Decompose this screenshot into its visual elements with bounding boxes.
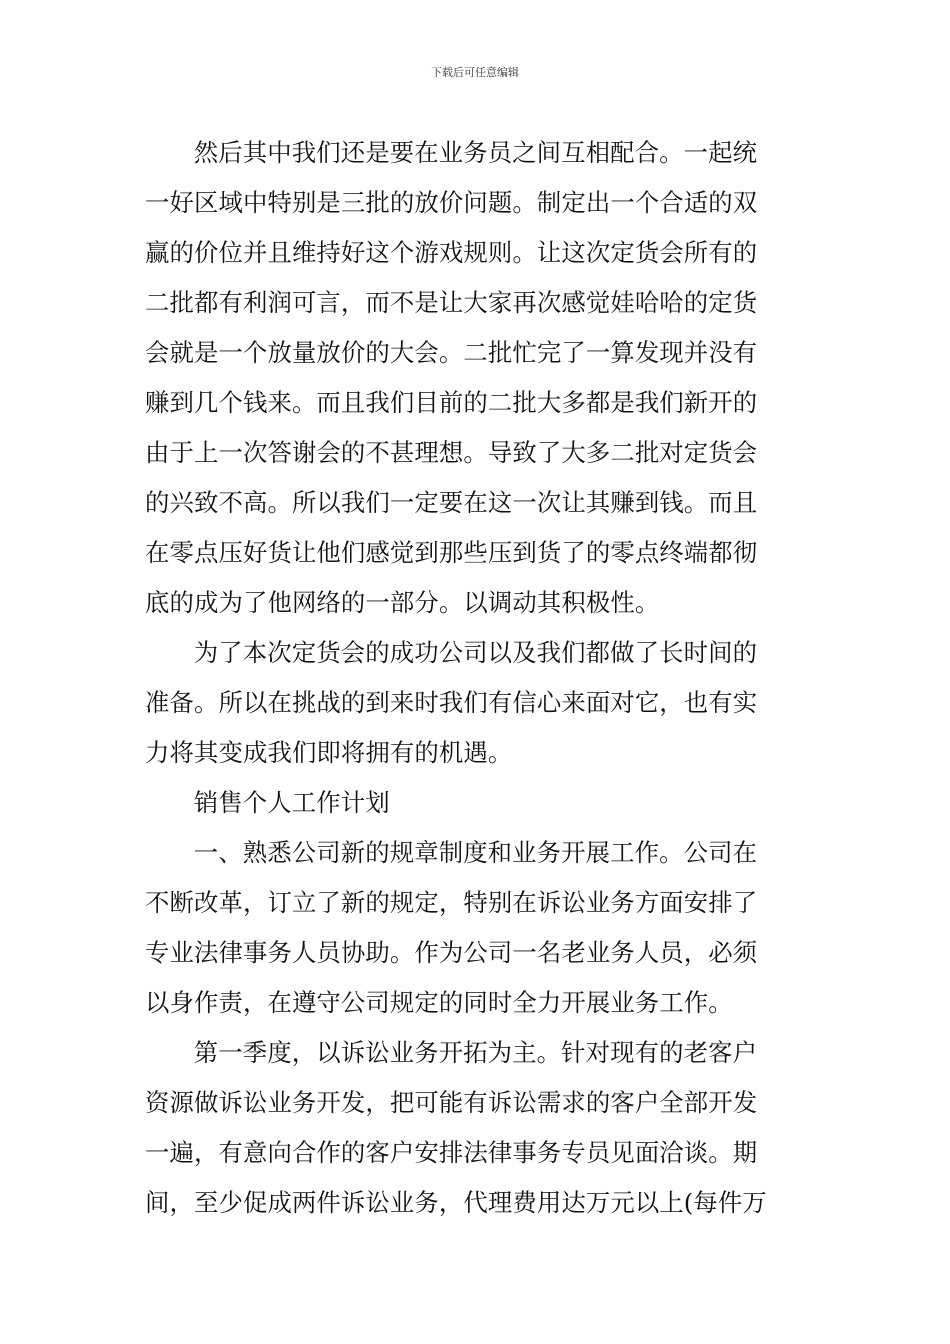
paragraph — [145, 828, 805, 1028]
text-line: 专业法律事务人员协助。作为公司一名老业务人员，必须 — [145, 938, 758, 967]
paragraph — [145, 1028, 805, 1228]
text-line: 不断改革，订立了新的规定，特别在诉讼业务方面安排了 — [145, 888, 758, 917]
text-line: 销售个人工作计划 — [193, 788, 390, 817]
text-line: 一好区域中特别是三批的放价问题。制定出一个合适的双 — [145, 188, 758, 217]
page-header: 下载后可任意编辑 — [431, 66, 519, 79]
document-body — [145, 128, 805, 1228]
text-line: 一、熟悉公司新的规章制度和业务开展工作。公司在 — [193, 838, 758, 867]
text-line: 赢的价位并且维持好这个游戏规则。让这次定货会所有的 — [145, 238, 758, 267]
text-line: 的兴致不高。所以我们一定要在这一次让其赚到钱。而且 — [145, 488, 758, 517]
text-line: 准备。所以在挑战的到来时我们有信心来面对它，也有实 — [145, 688, 758, 717]
text-line: 为了本次定货会的成功公司以及我们都做了长时间的 — [193, 638, 758, 667]
section-heading — [145, 778, 805, 828]
paragraph — [145, 628, 805, 778]
text-line: 在零点压好货让他们感觉到那些压到货了的零点终端都彻 — [145, 538, 758, 567]
text-line: 然后其中我们还是要在业务员之间互相配合。一起统 — [193, 138, 758, 167]
text-line: 底的成为了他网络的一部分。以调动其积极性。 — [145, 588, 660, 617]
text-line: 由于上一次答谢会的不甚理想。导致了大多二批对定货会 — [145, 438, 758, 467]
text-line: 以身作责，在遵守公司规定的同时全力开展业务工作。 — [145, 988, 733, 1017]
text-line: 第一季度，以诉讼业务开拓为主。针对现有的老客户 — [193, 1038, 758, 1067]
text-line: 资源做诉讼业务开发，把可能有诉讼需求的客户全部开发 — [145, 1088, 758, 1117]
text-line: 一遍，有意向合作的客户安排法律事务专员见面洽谈。期 — [145, 1138, 758, 1167]
text-line: 间，至少促成两件诉讼业务，代理费用达万元以上(每件万 — [145, 1188, 767, 1217]
text-line: 力将其变成我们即将拥有的机遇。 — [145, 738, 513, 767]
text-line: 会就是一个放量放价的大会。二批忙完了一算发现并没有 — [145, 338, 758, 367]
text-line: 二批都有利润可言，而不是让大家再次感觉娃哈哈的定货 — [145, 288, 758, 317]
text-line: 赚到几个钱来。而且我们目前的二批大多都是我们新开的 — [145, 388, 758, 417]
paragraph — [145, 128, 805, 628]
